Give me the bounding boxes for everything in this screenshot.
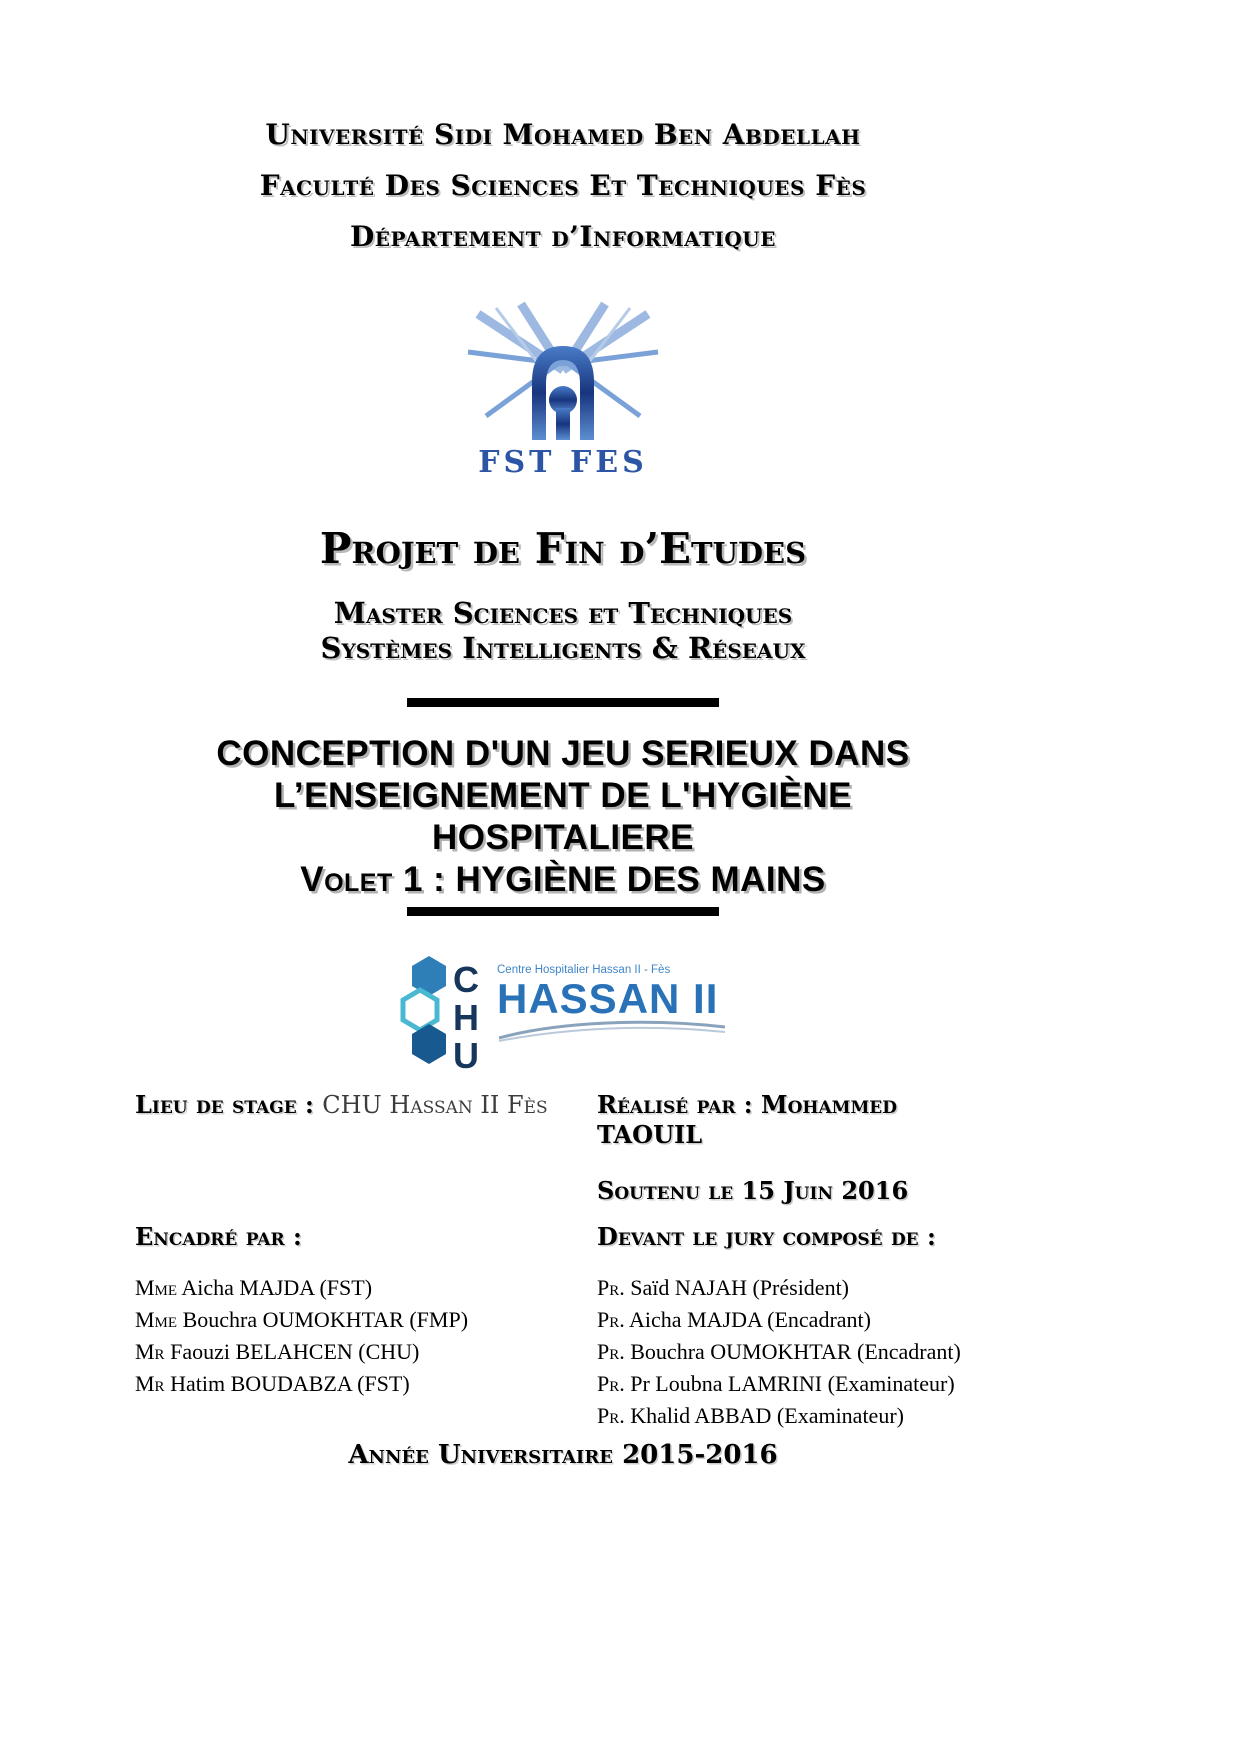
fst-logo-caption: FST FES — [478, 445, 648, 480]
jury-label: Devant le jury composé de : — [597, 1222, 936, 1251]
fst-logo-graphic — [438, 298, 688, 446]
jury-title: Pr. — [597, 1339, 625, 1364]
department-name: Département d’Informatique — [350, 220, 776, 253]
university-name: Université Sidi Mohamed Ben Abdellah — [265, 118, 861, 151]
supervisor-item — [135, 1336, 597, 1368]
supervisor-title: Mme — [135, 1307, 178, 1332]
chu-letter-c: C — [453, 959, 479, 1000]
supervisor-name: Faouzi BELAHCEN (CHU) — [170, 1339, 420, 1364]
report-type-title: Projet de Fin d’Etudes — [319, 524, 807, 573]
jury-title: Pr. — [597, 1371, 625, 1396]
jury-title: Pr. — [597, 1307, 625, 1332]
master-program-line1: Master Sciences et Techniques — [333, 596, 793, 630]
internship-location-label: Lieu de stage : — [135, 1090, 314, 1119]
jury-item — [597, 1368, 991, 1400]
thesis-title-line3: HOSPITALIERE — [431, 818, 695, 857]
jury-item — [597, 1272, 991, 1304]
chu-hexagons — [399, 950, 491, 1074]
supervisor-name: Hatim BOUDABZA (FST) — [170, 1371, 410, 1396]
jury-item — [597, 1336, 991, 1368]
details-section — [135, 1090, 991, 1432]
thesis-title-line4: Volet 1 : HYGIÈNE DES MAINS — [300, 860, 826, 899]
jury-item — [597, 1400, 991, 1432]
supervisor-name: Aicha MAJDA (FST) — [181, 1275, 373, 1300]
defense-date: Soutenu le 15 Juin 2016 — [597, 1176, 909, 1205]
jury-title: Pr. — [597, 1403, 625, 1428]
jury-name: Saïd NAJAH (Président) — [630, 1275, 850, 1300]
jury-name: Bouchra OUMOKHTAR (Encadrant) — [630, 1339, 961, 1364]
supervisors-list — [135, 1272, 597, 1432]
author-line: Réalisé par : Mohammed TAOUIL — [597, 1090, 897, 1149]
chu-logo — [399, 950, 727, 1074]
thesis-title-line1: CONCEPTION D'UN JEU SERIEUX DANS — [216, 734, 910, 773]
jury-title: Pr. — [597, 1275, 625, 1300]
supervisor-title: Mr — [135, 1371, 165, 1396]
jury-list — [597, 1272, 991, 1432]
supervisors-label: Encadré par : — [135, 1222, 302, 1251]
chu-letter-u: U — [453, 1035, 479, 1074]
master-program — [135, 596, 991, 666]
fst-logo — [135, 298, 991, 480]
supervisor-item — [135, 1368, 597, 1400]
thesis-title-line2: L’ENSEIGNEMENT DE L'HYGIÈNE — [273, 776, 852, 815]
internship-location-value: CHU Hassan II Fès — [322, 1091, 548, 1119]
divider-bottom — [407, 907, 719, 916]
jury-name: Pr Loubna LAMRINI (Examinateur) — [630, 1371, 955, 1396]
jury-name: Aicha MAJDA (Encadrant) — [629, 1307, 871, 1332]
internship-location-line — [135, 1090, 597, 1150]
jury-item — [597, 1304, 991, 1336]
jury-name: Khalid ABBAD (Examinateur) — [630, 1403, 904, 1428]
chu-subtitle: Centre Hospitalier Hassan II - Fès — [497, 964, 671, 976]
faculty-name: Faculté Des Sciences Et Techniques Fès — [259, 169, 867, 202]
chu-name: HASSAN II — [497, 975, 719, 1022]
supervisor-title: Mr — [135, 1339, 165, 1364]
academic-year: Année Universitaire 2015-2016 — [348, 1440, 778, 1470]
supervisor-item — [135, 1272, 597, 1304]
master-program-line2: Systèmes Intelligents & Réseaux — [320, 631, 806, 665]
divider-top — [407, 698, 719, 707]
supervisor-name: Bouchra OUMOKHTAR (FMP) — [182, 1307, 469, 1332]
supervisor-item — [135, 1304, 597, 1336]
supervisor-title: Mme — [135, 1275, 178, 1300]
thesis-title — [135, 733, 991, 901]
chu-letter-h: H — [453, 997, 479, 1038]
